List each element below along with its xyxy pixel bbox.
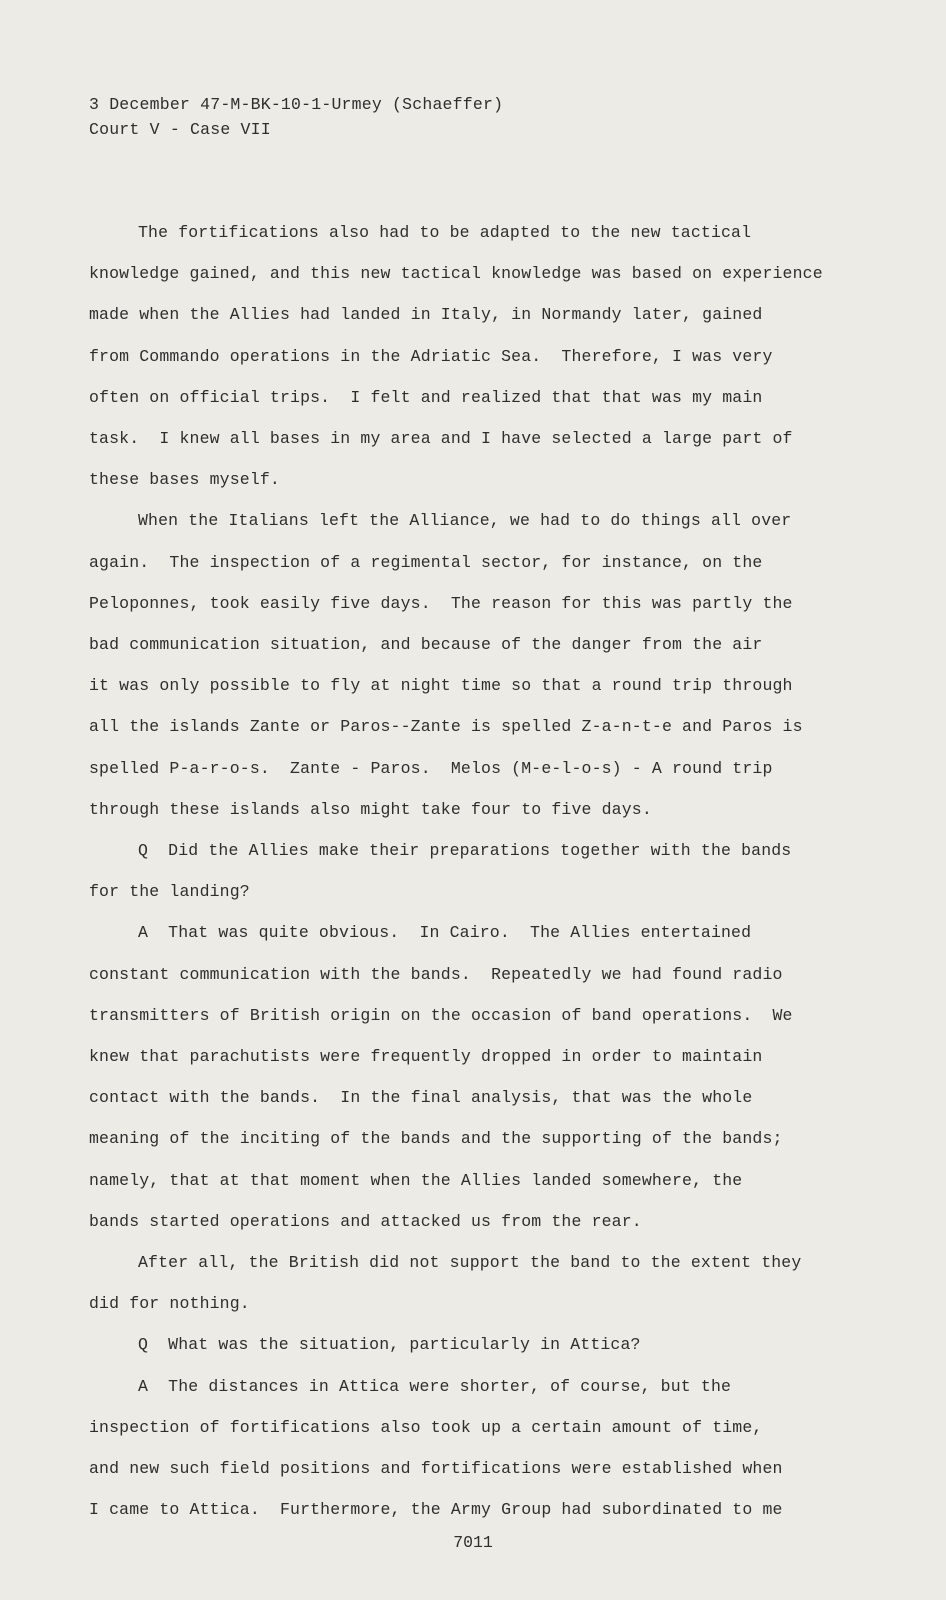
text-line: task. I knew all bases in my area and I have selected a large part of bbox=[89, 429, 793, 449]
paragraph bbox=[89, 212, 829, 500]
paragraph bbox=[89, 1242, 829, 1324]
text-line: and new such field positions and fortifications were established when bbox=[89, 1459, 783, 1479]
paragraph bbox=[89, 1366, 829, 1531]
text-line: Q What was the situation, particularly in Attica? bbox=[138, 1335, 641, 1355]
text-line: made when the Allies had landed in Italy, in Normandy later, gained bbox=[89, 305, 763, 325]
text-line: meaning of the inciting of the bands and the supporting of the bands; bbox=[89, 1129, 783, 1149]
text-line: I came to Attica. Furthermore, the Army Group had subordinated to me bbox=[89, 1500, 783, 1520]
text-line: through these islands also might take four to five days. bbox=[89, 799, 652, 819]
text-line: these bases myself. bbox=[89, 470, 280, 490]
text-line: After all, the British did not support the band to the extent they bbox=[138, 1253, 802, 1273]
text-line: bands started operations and attacked us from the rear. bbox=[89, 1211, 642, 1231]
text-line: When the Italians left the Alliance, we had to do things all over bbox=[138, 511, 792, 531]
text-line: all the islands Zante or Paros--Zante is spelled Z-a-n-t-e and Paros is bbox=[89, 717, 803, 737]
text-line: The fortifications also had to be adapted to the new tactical bbox=[138, 223, 752, 242]
text-line: bad communication situation, and because of the danger from the air bbox=[89, 635, 763, 655]
text-line: for the landing? bbox=[89, 882, 250, 902]
text-line: Q Did the Allies make their preparations together with the bands bbox=[138, 841, 792, 861]
header-court-line: Court V - Case VII bbox=[89, 120, 271, 139]
paragraph bbox=[89, 912, 829, 1242]
text-line: it was only possible to fly at night time so that a round trip through bbox=[89, 676, 793, 696]
text-line: knowledge gained, and this new tactical knowledge was based on experience bbox=[89, 264, 823, 284]
text-line: did for nothing. bbox=[89, 1294, 250, 1314]
text-line: again. The inspection of a regimental sector, for instance, on the bbox=[89, 552, 763, 572]
text-line: Peloponnes, took easily five days. The reason for this was partly the bbox=[89, 593, 793, 613]
text-line: knew that parachutists were frequently dropped in order to maintain bbox=[89, 1047, 763, 1067]
text-line: often on official trips. I felt and realized that that was my main bbox=[89, 387, 763, 407]
text-line: from Commando operations in the Adriatic Sea. Therefore, I was very bbox=[89, 346, 773, 366]
paragraph bbox=[89, 830, 829, 912]
text-line: inspection of fortifications also took up a certain amount of time, bbox=[89, 1417, 763, 1437]
text-line: A The distances in Attica were shorter, of course, but the bbox=[138, 1376, 732, 1396]
text-line: A That was quite obvious. In Cairo. The Allies entertained bbox=[138, 923, 752, 943]
document-header bbox=[89, 92, 503, 142]
text-line: spelled P-a-r-o-s. Zante - Paros. Melos (M-e-l-o-s) - A round trip bbox=[89, 758, 773, 778]
paragraph bbox=[89, 500, 829, 830]
text-line: contact with the bands. In the final analysis, that was the whole bbox=[89, 1088, 753, 1108]
paragraph bbox=[89, 1324, 829, 1365]
page-number: 7011 bbox=[453, 1533, 493, 1552]
text-line: namely, that at that moment when the Allies landed somewhere, the bbox=[89, 1170, 743, 1190]
header-date-line: 3 December 47-M-BK-10-1-Urmey (Schaeffer) bbox=[89, 95, 504, 114]
text-line: transmitters of British origin on the occasion of band operations. We bbox=[89, 1005, 793, 1025]
text-line: constant communication with the bands. Repeatedly we had found radio bbox=[89, 964, 783, 984]
transcript-body bbox=[89, 212, 829, 1531]
